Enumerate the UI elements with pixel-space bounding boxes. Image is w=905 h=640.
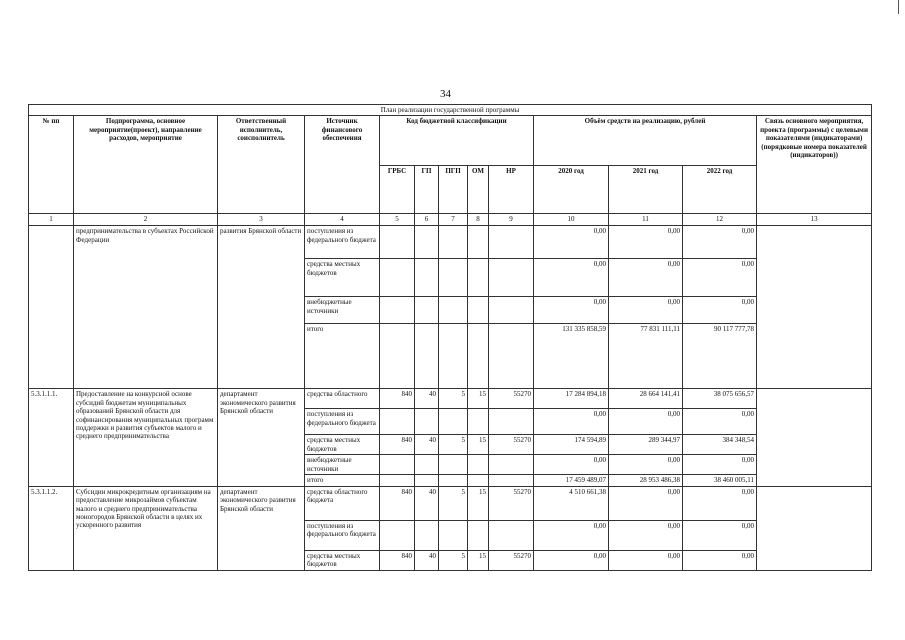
row-source: внебюджетные источники (305, 455, 380, 475)
header-2022: 2022 год (683, 166, 757, 214)
row-np (489, 409, 534, 435)
row-2022: 38 460 005,11 (683, 475, 757, 486)
row-2022: 38 075 656,57 (683, 389, 757, 409)
header-num: № пп (29, 116, 74, 214)
header-source: Источник финансового обеспечения (305, 116, 380, 214)
row-gp: 40 (415, 389, 439, 409)
row-np (489, 226, 534, 259)
row-2020: 0,00 (534, 226, 609, 259)
row-source: итого (305, 475, 380, 486)
row-gp (415, 409, 439, 435)
row-executor: департамент экономического развития Брянской области (218, 486, 305, 570)
row-gp (415, 324, 439, 389)
row-2021: 0,00 (609, 297, 683, 324)
row-2020: 131 335 858,59 (534, 324, 609, 389)
row-np: 55270 (489, 435, 534, 455)
header-grbs: ГРБС (380, 166, 415, 214)
row-gp (415, 226, 439, 259)
row-grbs (380, 475, 415, 486)
row-source: средства местных бюджетов (305, 550, 380, 570)
row-om: 15 (468, 550, 489, 570)
row-np (489, 297, 534, 324)
column-number: 6 (415, 214, 439, 226)
row-2021: 28 664 141,41 (609, 389, 683, 409)
row-gp (415, 297, 439, 324)
row-om (468, 324, 489, 389)
row-2022: 0,00 (683, 455, 757, 475)
row-2020: 0,00 (534, 259, 609, 297)
row-grbs (380, 226, 415, 259)
row-np: 55270 (489, 389, 534, 409)
row-grbs: 840 (380, 389, 415, 409)
row-pgp (439, 455, 468, 475)
row-2020: 17 459 489,07 (534, 475, 609, 486)
row-grbs: 840 (380, 486, 415, 520)
row-source: поступления из федерального бюджета (305, 409, 380, 435)
column-number: 8 (468, 214, 489, 226)
header-name: Подпрограмма, основное мероприятие(проект), направление расходов, мероприятие (74, 116, 218, 214)
row-num: 5.3.1.1.1. (29, 389, 74, 486)
row-2022: 90 117 777,78 (683, 324, 757, 389)
header-volume: Объём средств на реализацию, рублей (534, 116, 757, 166)
row-link (757, 486, 872, 570)
row-om (468, 259, 489, 297)
row-gp: 40 (415, 550, 439, 570)
row-gp (415, 520, 439, 550)
row-executor: департамент экономического развития Брянской области (218, 389, 305, 486)
row-om (468, 226, 489, 259)
row-gp: 40 (415, 435, 439, 455)
row-pgp (439, 409, 468, 435)
row-om: 15 (468, 486, 489, 520)
row-om: 15 (468, 435, 489, 455)
row-source: итого (305, 324, 380, 389)
row-grbs: 840 (380, 435, 415, 455)
row-2020: 0,00 (534, 550, 609, 570)
row-name: предпринимательства в субъектах Российской Федерации (74, 226, 218, 389)
row-gp (415, 475, 439, 486)
row-np (489, 455, 534, 475)
row-np (489, 324, 534, 389)
row-np: 55270 (489, 550, 534, 570)
row-2021: 0,00 (609, 259, 683, 297)
header-2020: 2020 год (534, 166, 609, 214)
row-2021: 0,00 (609, 226, 683, 259)
header-om: ОМ (468, 166, 489, 214)
row-2021: 77 831 111,11 (609, 324, 683, 389)
header-2021: 2021 год (609, 166, 683, 214)
header-link: Связь основного мероприятия, проекта (программы) с целевыми показателями (индикаторами) (порядковые номера показателей (индикаторов)) (757, 116, 872, 214)
column-number: 1 (29, 214, 74, 226)
row-np: 55270 (489, 486, 534, 520)
row-om: 15 (468, 389, 489, 409)
row-2020: 0,00 (534, 297, 609, 324)
column-number: 3 (218, 214, 305, 226)
scan-edge-mark (898, 0, 899, 14)
row-source: средства местных бюджетов (305, 435, 380, 455)
row-om (468, 409, 489, 435)
row-2020: 17 284 894,18 (534, 389, 609, 409)
header-gp: ГП (415, 166, 439, 214)
row-2020: 0,00 (534, 520, 609, 550)
row-2021: 289 344,97 (609, 435, 683, 455)
column-number: 7 (439, 214, 468, 226)
row-om (468, 455, 489, 475)
column-number-row (29, 214, 872, 226)
row-grbs (380, 455, 415, 475)
header-executor: Ответственный исполнитель, соисполнитель (218, 116, 305, 214)
row-source: средства областного бюджета (305, 486, 380, 520)
row-pgp (439, 475, 468, 486)
budget-plan-table (28, 104, 872, 571)
row-name: Предоставление на конкурсной основе субсидий бюджетам муниципальных образований Брянской области для софинансирования муниципальных программ поддержки и развития субъектов малого и среднего предпринимательства (74, 389, 218, 486)
row-num: 5.3.1.1.2. (29, 486, 74, 570)
table-title: План реализации государственной программы (29, 105, 872, 116)
row-link (757, 389, 872, 486)
row-grbs (380, 409, 415, 435)
row-source: средства местных бюджетов (305, 259, 380, 297)
row-2021: 0,00 (609, 409, 683, 435)
row-om (468, 297, 489, 324)
row-grbs: 840 (380, 550, 415, 570)
row-2022: 384 348,54 (683, 435, 757, 455)
row-gp (415, 455, 439, 475)
column-number: 2 (74, 214, 218, 226)
row-2022: 0,00 (683, 486, 757, 520)
header-kbk: Код бюджетной классификации (380, 116, 534, 166)
row-2022: 0,00 (683, 550, 757, 570)
row-source: средства областного (305, 389, 380, 409)
column-number: 10 (534, 214, 609, 226)
column-number: 5 (380, 214, 415, 226)
row-2020: 0,00 (534, 455, 609, 475)
row-pgp: 5 (439, 389, 468, 409)
row-2021: 28 953 486,38 (609, 475, 683, 486)
table-row (29, 486, 872, 520)
row-link (757, 226, 872, 389)
row-executor: развития Брянской области (218, 226, 305, 389)
row-np (489, 475, 534, 486)
row-pgp (439, 297, 468, 324)
row-2022: 0,00 (683, 297, 757, 324)
row-np (489, 259, 534, 297)
row-name: Субсидии микрокредитным организациям на предоставление микрозаймов субъектам малого и среднего предпринимательства моногородов Брянской области в целях их ускоренного развития (74, 486, 218, 570)
row-gp (415, 259, 439, 297)
row-2022: 0,00 (683, 520, 757, 550)
row-pgp: 5 (439, 486, 468, 520)
column-number: 4 (305, 214, 380, 226)
row-pgp (439, 520, 468, 550)
row-source: внебюджетные источники (305, 297, 380, 324)
row-2022: 0,00 (683, 259, 757, 297)
row-grbs (380, 324, 415, 389)
row-pgp (439, 259, 468, 297)
row-grbs (380, 259, 415, 297)
row-pgp: 5 (439, 435, 468, 455)
page-number: 34 (440, 88, 451, 100)
column-number: 12 (683, 214, 757, 226)
row-2021: 0,00 (609, 486, 683, 520)
row-2022: 0,00 (683, 226, 757, 259)
header-pgp: ПГП (439, 166, 468, 214)
row-2021: 0,00 (609, 550, 683, 570)
row-grbs (380, 520, 415, 550)
row-source: поступления из федерального бюджета (305, 226, 380, 259)
row-2021: 0,00 (609, 455, 683, 475)
row-2020: 0,00 (534, 409, 609, 435)
column-number: 11 (609, 214, 683, 226)
row-pgp (439, 324, 468, 389)
column-number: 13 (757, 214, 872, 226)
row-2021: 0,00 (609, 520, 683, 550)
row-source: поступления из федерального бюджета (305, 520, 380, 550)
row-pgp: 5 (439, 550, 468, 570)
column-number: 9 (489, 214, 534, 226)
row-pgp (439, 226, 468, 259)
row-gp: 40 (415, 486, 439, 520)
table-row (29, 226, 872, 259)
title-row (29, 105, 872, 116)
row-num (29, 226, 74, 389)
row-2020: 4 510 661,38 (534, 486, 609, 520)
row-2020: 174 594,89 (534, 435, 609, 455)
row-2022: 0,00 (683, 409, 757, 435)
header-row-1 (29, 116, 872, 166)
row-om (468, 475, 489, 486)
header-np: НР (489, 166, 534, 214)
row-np (489, 520, 534, 550)
row-om (468, 520, 489, 550)
row-grbs (380, 297, 415, 324)
table-row (29, 389, 872, 409)
